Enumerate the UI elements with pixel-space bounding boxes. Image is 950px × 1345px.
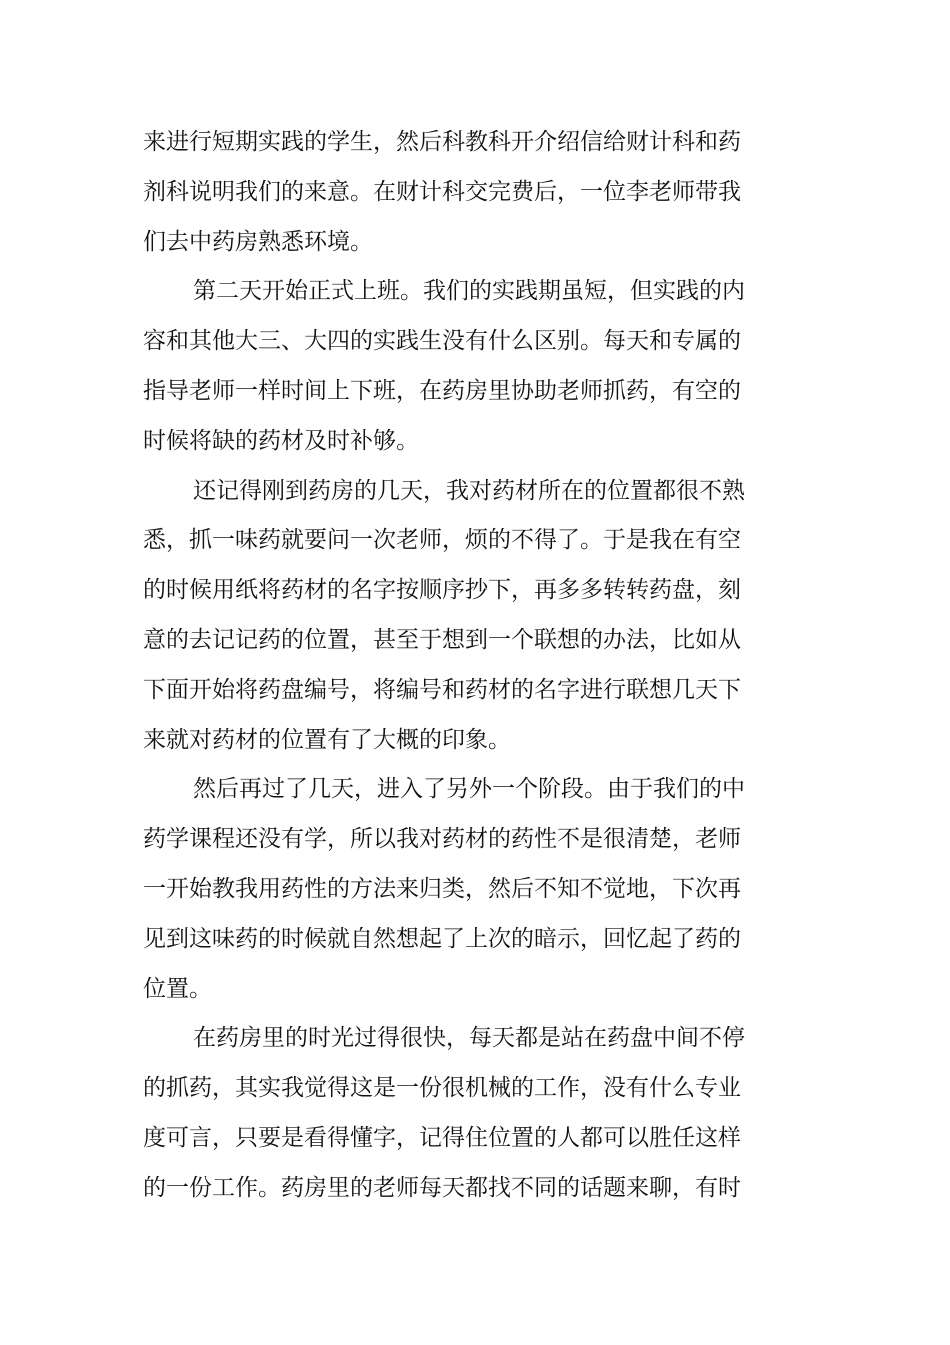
text-line: 剂科说明我们的来意。在财计科交完费后，一位李老师带我: [143, 178, 741, 205]
text-line: 来进行短期实践的学生，然后科教科开介绍信给财计科和药: [143, 129, 741, 155]
text-line: 药学课程还没有学，所以我对药材的药性不是很清楚，老师: [143, 826, 741, 853]
body-text: [143, 118, 743, 1214]
paragraph-3: [143, 467, 743, 766]
paragraph-4: [143, 765, 743, 1014]
text-line: 悉，抓一味药就要问一次老师，烦的不得了。于是我在有空: [143, 527, 741, 554]
paragraph-1: [143, 118, 743, 267]
text-line: 时候将缺的药材及时补够。: [143, 427, 419, 454]
text-line: 然后再过了几天，进入了另外一个阶段。由于我们的中: [193, 776, 745, 803]
text-line: 在药房里的时光过得很快，每天都是站在药盘中间不停: [193, 1025, 745, 1052]
text-line: 们去中药房熟悉环境。: [143, 228, 373, 255]
text-line: 的时候用纸将药材的名字按顺序抄下，再多多转转药盘，刻: [143, 577, 741, 604]
text-line: 下面开始将药盘编号，将编号和药材的名字进行联想几天下: [143, 676, 741, 703]
text-line: 见到这味药的时候就自然想起了上次的暗示，回忆起了药的: [143, 925, 741, 952]
text-line: 还记得刚到药房的几天，我对药材所在的位置都很不熟: [193, 477, 745, 504]
text-line: 容和其他大三、大四的实践生没有什么区别。每天和专属的: [143, 328, 741, 355]
text-line: 意的去记记药的位置，甚至于想到一个联想的办法，比如从: [143, 626, 741, 653]
text-line: 的抓药，其实我觉得这是一份很机械的工作，没有什么专业: [143, 1075, 741, 1102]
text-line: 位置。: [143, 975, 212, 1002]
text-line: 度可言，只要是看得懂字，记得住位置的人都可以胜任这样: [143, 1124, 741, 1151]
text-line: 指导老师一样时间上下班，在药房里协助老师抓药，有空的: [143, 377, 741, 404]
paragraph-2: [143, 267, 743, 466]
text-line: 一开始教我用药性的方法来归类，然后不知不觉地，下次再: [143, 875, 741, 902]
paragraph-5: [143, 1014, 743, 1213]
text-line: 第二天开始正式上班。我们的实践期虽短，但实践的内: [193, 278, 745, 305]
text-line: 的一份工作。药房里的老师每天都找不同的话题来聊，有时: [143, 1174, 741, 1201]
text-line: 来就对药材的位置有了大概的印象。: [143, 726, 511, 753]
